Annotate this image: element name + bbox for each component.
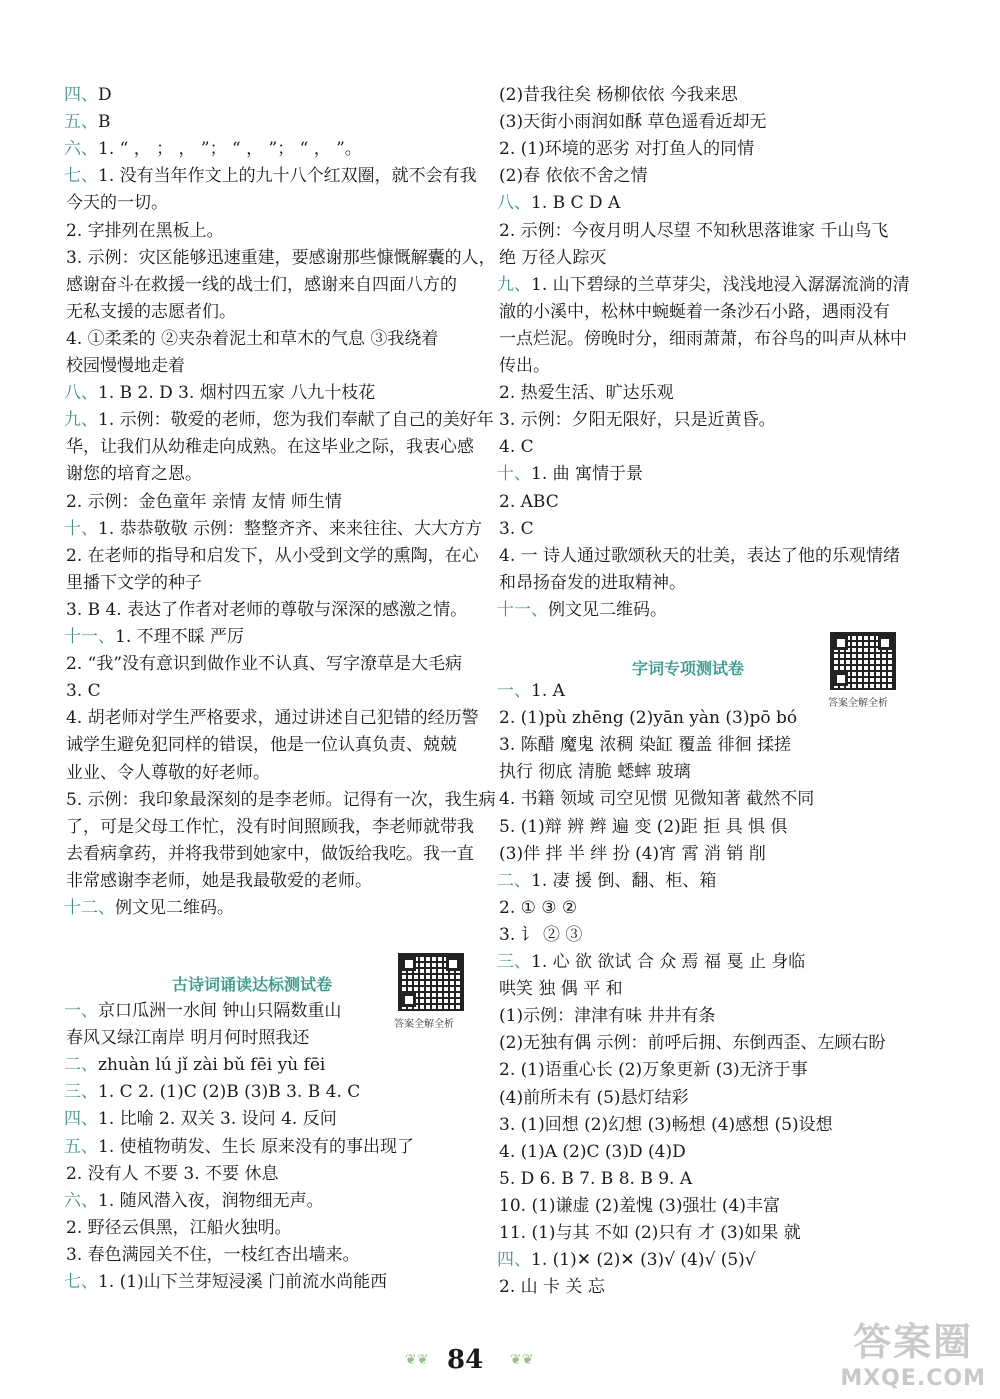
- answer-text: 10. (1)谦虚 (2)羞愧 (3)强壮 (4)丰富: [499, 1195, 780, 1216]
- answer-text: 哄笑 独 偶 平 和: [499, 979, 623, 1000]
- answer-line: [497, 1249, 756, 1271]
- answer-line: [499, 355, 550, 377]
- answer-text: 2. ABC: [499, 491, 559, 512]
- question-label: 一、: [497, 681, 531, 701]
- answer-line: [499, 247, 606, 269]
- question-label: 十二、: [64, 898, 115, 918]
- answer-line: [66, 463, 202, 485]
- answer-text: 11. (1)与其 不如 (2)只有 才 (3)如果 就: [499, 1223, 801, 1243]
- answer-text: 1. 心 欲 欲试 合 众 焉 福 戛 止 身临: [531, 952, 806, 972]
- answer-line: [66, 843, 474, 865]
- qr-caption-right: 答案全解全析: [828, 698, 888, 709]
- answer-text: 去看病拿药，并将我带到她家中，做饭给我吃。我一直: [66, 843, 474, 864]
- answer-text: 1. B 2. D 3. 烟村四五家 八九十枝花: [98, 383, 376, 404]
- answer-text: 1. B C D A: [531, 193, 621, 214]
- answer-text: 2. 没有人 不要 3. 不要 休息: [66, 1163, 279, 1184]
- answer-line: [64, 382, 375, 404]
- answer-text: 2. 野径云俱黑，江船火独明。: [66, 1217, 292, 1238]
- answer-line: [66, 1163, 278, 1185]
- answer-line: [66, 734, 457, 756]
- question-label: 八、: [64, 383, 98, 404]
- answer-text: 3. (1)回想 (2)幻想 (3)畅想 (4)感想 (5)设想: [499, 1114, 833, 1135]
- answer-line: [66, 328, 438, 350]
- answer-text: 4. 胡老师对学生严格要求，通过讲述自己犯错的经历警: [66, 708, 479, 729]
- answer-line: [499, 1195, 780, 1217]
- answer-line: [499, 1276, 605, 1298]
- answer-text: 1. 山下碧绿的兰草芽尖，浅浅地浸入潺潺流淌的清: [531, 274, 910, 295]
- answer-text: 2. 热爱生活、旷达乐观: [499, 383, 674, 404]
- answer-line: [499, 816, 787, 838]
- answer-line: [64, 409, 494, 431]
- answer-line: [66, 572, 202, 594]
- question-label: 四、: [497, 1250, 531, 1271]
- answer-text: (2)无独有偶 示例：前呼后拥、东倒西歪、左顾右盼: [499, 1033, 886, 1054]
- answer-line: [64, 626, 244, 648]
- answer-text: 春风又绿江南岸 明月何时照我还: [66, 1028, 310, 1049]
- answer-line: [499, 788, 814, 810]
- question-label: 十、: [497, 464, 531, 485]
- answer-line: [499, 84, 738, 106]
- answer-text: 4. ①柔柔的 ②夹杂着泥土和草木的气息 ③我绕着: [66, 328, 439, 349]
- qr-code-left[interactable]: [398, 953, 464, 1011]
- answer-text: 2. (1)pù zhēng (2)yān yàn (3)pō bó: [499, 708, 798, 729]
- answer-text: 感谢奋斗在救援一线的战士们，感谢来自四面八方的: [66, 274, 457, 295]
- question-label: 七、: [64, 1272, 98, 1292]
- answer-line: [499, 897, 577, 919]
- question-label: 一、: [64, 1001, 98, 1021]
- answer-text: (1)示例：津津有味 井井有条: [499, 1006, 716, 1027]
- answer-text: 1. 示例：敬爱的老师，您为我们奉献了自己的美好年: [98, 410, 494, 431]
- answer-text: 4. (1)A (2)C (3)D (4)D: [499, 1141, 686, 1162]
- answer-line: [66, 680, 101, 702]
- answer-text: 4. C: [499, 437, 534, 458]
- right-section-title: 字词专项测试卷: [632, 659, 745, 678]
- answer-line: [66, 274, 457, 296]
- answer-text: 2. 山 卡 关 忘: [499, 1277, 605, 1298]
- answer-line: [66, 220, 224, 242]
- answer-text: 和昂扬奋发的进取精神。: [499, 572, 686, 593]
- answer-text: 1. (1)✕ (2)✕ (3)√ (4)√ (5)√: [531, 1250, 756, 1271]
- answer-text: 例文见二维码。: [548, 599, 667, 620]
- answer-text: 谢您的培育之恩。: [66, 464, 202, 485]
- answer-line: [499, 518, 534, 540]
- question-label: 五、: [64, 112, 98, 133]
- answer-line: [497, 870, 716, 892]
- question-label: 十一、: [497, 599, 548, 620]
- answer-line: [64, 111, 111, 133]
- answer-text: 一点烂泥。傍晚时分，细雨萧萧，布谷鸟的叫声从林中: [499, 328, 907, 349]
- answer-text: 3. 示例：灾区能够迅速重建，要感谢那些慷慨解囊的人，: [66, 247, 496, 268]
- answer-line: [66, 816, 474, 838]
- answer-text: 1. C 2. (1)C (2)B (3)B 3. B 4. C: [98, 1082, 361, 1103]
- leaf-ornament-left-icon: ❦❦: [405, 1352, 429, 1368]
- answer-line: [66, 1027, 309, 1049]
- question-label: 五、: [64, 1136, 98, 1157]
- answer-text: 1. 随风潜入夜，润物细无声。: [98, 1190, 324, 1211]
- answer-line: [66, 491, 342, 513]
- answer-text: 2. 示例：今夜月明人尽望 不知秋思落谁家 千山鸟飞: [499, 220, 889, 241]
- answer-line: [66, 436, 474, 458]
- answer-line: [64, 1190, 324, 1212]
- answer-text: 3. 示例：夕阳无限好，只是近黄昏。: [499, 410, 776, 431]
- answer-text: 5. (1)辩 辨 辫 遍 变 (2)距 拒 具 惧 俱: [499, 816, 788, 837]
- answer-line: [64, 1136, 414, 1158]
- answer-line: [497, 463, 643, 485]
- answer-text: 1. 恭恭敬敬 示例：整整齐齐、来来往往、大大方方: [98, 518, 483, 539]
- answer-line: [499, 301, 890, 323]
- answer-line: [64, 1081, 360, 1103]
- answer-text: 2. (1)环境的恶劣 对打鱼人的同情: [499, 139, 755, 160]
- question-label: 九、: [64, 410, 98, 431]
- answer-line: [66, 545, 479, 567]
- answer-text: 业业、令人尊敬的好老师。: [66, 762, 270, 783]
- answer-text: B: [98, 112, 111, 133]
- question-label: 八、: [497, 193, 531, 214]
- watermark-bottom: MXQE.COM: [840, 1366, 986, 1391]
- answer-line: [64, 1271, 387, 1293]
- answer-text: 1. 比喻 2. 双关 3. 设问 4. 反问: [98, 1109, 337, 1130]
- answer-line: [66, 653, 462, 675]
- answer-text: D: [98, 85, 112, 105]
- answer-line: [64, 138, 362, 160]
- answer-text: 例文见二维码。: [115, 898, 234, 918]
- answer-text: 2. (1)语重心长 (2)万象更新 (3)无济于事: [499, 1060, 808, 1081]
- answer-line: [499, 843, 766, 865]
- answer-text: 2. 在老师的指导和启发下，从小受到文学的熏陶，在心: [66, 545, 479, 566]
- answer-line: [499, 328, 907, 350]
- answer-line: [499, 761, 691, 783]
- answer-line: [66, 707, 479, 729]
- answer-line: [66, 1217, 292, 1239]
- answer-line: [499, 382, 674, 404]
- answer-text: 3. C: [66, 681, 101, 702]
- answer-text: 传出。: [499, 356, 550, 376]
- answer-text: 4. 一 诗人通过歌颂秋天的壮美，表达了他的乐观情绪: [499, 545, 901, 566]
- answer-line: [499, 1032, 885, 1054]
- answer-text: 里播下文学的种子: [66, 572, 202, 593]
- answer-line: [497, 274, 910, 296]
- answer-line: [64, 1000, 341, 1022]
- answer-text: 2. 字排列在黑板上。: [66, 220, 224, 241]
- answer-text: 无私支援的志愿者们。: [66, 301, 236, 322]
- qr-caption-left: 答案全解全析: [394, 1019, 454, 1030]
- answer-text: 1. (1)山下兰芽短浸溪 门前流水尚能西: [98, 1272, 388, 1292]
- answer-line: [499, 978, 623, 1000]
- watermark: [840, 1311, 986, 1391]
- answer-text: (4)前所未有 (5)悬灯结彩: [499, 1087, 689, 1108]
- answer-line: [66, 192, 168, 214]
- answer-line: [497, 192, 620, 214]
- answer-text: 5. D 6. B 7. B 8. B 9. A: [499, 1168, 693, 1189]
- answer-line: [64, 1108, 337, 1130]
- question-label: 四、: [64, 1109, 98, 1130]
- answer-line: [499, 111, 766, 133]
- question-label: 六、: [64, 1190, 98, 1211]
- answer-text: 4. 书籍 领域 司空见惯 见微知著 截然不同: [499, 789, 815, 810]
- answer-line: [497, 680, 565, 702]
- answer-text: 今天的一切。: [66, 193, 168, 214]
- answer-line: [499, 734, 791, 756]
- answer-line: [66, 301, 236, 323]
- answer-line: [66, 870, 372, 892]
- answer-text: 3. 讠 ② ③: [499, 924, 583, 945]
- answer-line: [499, 165, 647, 187]
- answer-line: [64, 1054, 325, 1076]
- left-section-title: 古诗词诵读达标测试卷: [172, 975, 333, 994]
- answer-line: [66, 355, 185, 377]
- answer-line: [499, 1005, 715, 1027]
- answer-line: [64, 897, 234, 919]
- answer-line: [64, 165, 477, 187]
- answer-text: 非常感谢李老师，她是我最敬爱的老师。: [66, 870, 372, 891]
- answer-text: 1. “ ， ； ， ”； “ ， ”； “ ， ”。: [98, 139, 362, 160]
- question-label: 十一、: [64, 627, 115, 647]
- answer-text: 1. 使植物萌发、生长 原来没有的事出现了: [98, 1136, 415, 1157]
- answer-line: [499, 572, 686, 594]
- answer-line: [497, 599, 667, 621]
- answer-text: 校园慢慢地走着: [66, 356, 185, 376]
- answer-line: [499, 1114, 833, 1136]
- answer-text: 3. C: [499, 518, 534, 539]
- answer-text: zhuàn lú jǐ zài bǔ fēi yù fēi: [98, 1055, 326, 1076]
- answer-text: 执行 彻底 清脆 蟋蟀 玻璃: [499, 762, 691, 783]
- answer-text: 1. 凄 援 倒、翻、柜、箱: [531, 870, 717, 891]
- answer-text: (3)天街小雨润如酥 草色遥看近却无: [499, 112, 767, 133]
- question-label: 七、: [64, 166, 98, 187]
- answer-line: [499, 1141, 686, 1163]
- question-label: 二、: [497, 870, 531, 891]
- answer-text: 京口瓜洲一水间 钟山只隔数重山: [98, 1001, 342, 1021]
- answer-line: [499, 1222, 801, 1244]
- answer-text: 3. 陈醋 魔鬼 浓稠 染缸 覆盖 徘徊 揉搓: [499, 735, 792, 756]
- answer-text: 1. 不理不睬 严厉: [115, 627, 245, 647]
- answer-text: 华，让我们从幼稚走向成熟。在这毕业之际，我衷心感: [66, 437, 474, 458]
- answer-text: 1. 曲 寓情于景: [531, 464, 644, 485]
- page-number: 84: [447, 1345, 484, 1375]
- answer-line: [66, 762, 270, 784]
- answer-line: [499, 491, 559, 513]
- answer-line: [66, 1244, 360, 1266]
- question-label: 三、: [497, 952, 531, 972]
- answer-text: 1. 没有当年作文上的九十八个红双圈，就不会有我: [98, 166, 477, 187]
- answer-line: [499, 436, 534, 458]
- answer-text: 3. 春色满园关不住，一枝红杏出墙来。: [66, 1244, 360, 1265]
- answer-line: [64, 518, 482, 540]
- answer-line: [499, 1087, 689, 1109]
- answer-line: [499, 220, 888, 242]
- qr-code-right[interactable]: [830, 632, 896, 690]
- answer-line: [499, 707, 797, 729]
- answer-text: 2. ① ③ ②: [499, 897, 578, 918]
- answer-line: [499, 545, 900, 567]
- watermark-top: 答案圈: [853, 1320, 974, 1364]
- question-label: 四、: [64, 85, 98, 105]
- answer-line: [499, 138, 754, 160]
- answer-line: [499, 1168, 692, 1190]
- answer-text: 了，可是父母工作忙，没有时间照顾我，李老师就带我: [66, 816, 474, 837]
- answer-text: 诫学生避免犯同样的错误，他是一位认真负责、兢兢: [66, 735, 457, 756]
- answer-text: 3. B 4. 表达了作者对老师的尊敬与深深的感激之情。: [66, 599, 468, 620]
- question-label: 六、: [64, 139, 98, 160]
- answer-line: [499, 409, 776, 431]
- answer-text: 5. 示例：我印象最深刻的是李老师。记得有一次，我生病: [66, 789, 496, 810]
- answer-line: [499, 1059, 808, 1081]
- answer-text: (2)春 依依不舍之情: [499, 166, 648, 187]
- question-label: 三、: [64, 1082, 98, 1103]
- answer-line: [66, 599, 467, 621]
- answer-line: [64, 84, 112, 106]
- answer-text: 2. 示例：金色童年 亲情 友情 师生情: [66, 491, 342, 512]
- answer-text: 澈的小溪中，松林中蜿蜒着一条沙石小路，遇雨没有: [499, 301, 890, 322]
- question-label: 二、: [64, 1055, 98, 1076]
- answer-text: 2. “我”没有意识到做作业不认真、写字潦草是大毛病: [66, 654, 463, 675]
- leaf-ornament-right-icon: ❦❦: [510, 1352, 534, 1368]
- answer-text: (2)昔我往矣 杨柳依依 今我来思: [499, 85, 738, 105]
- answer-text: (3)伴 拌 半 绊 扮 (4)宵 霄 消 销 削: [499, 843, 766, 864]
- answer-line: [66, 789, 496, 811]
- question-label: 十、: [64, 518, 98, 539]
- question-label: 九、: [497, 274, 531, 295]
- answer-text: 绝 万径人踪灭: [499, 247, 607, 268]
- answer-line: [499, 924, 582, 946]
- answer-line: [66, 247, 496, 269]
- answer-text: 1. A: [531, 681, 565, 701]
- answer-line: [497, 951, 805, 973]
